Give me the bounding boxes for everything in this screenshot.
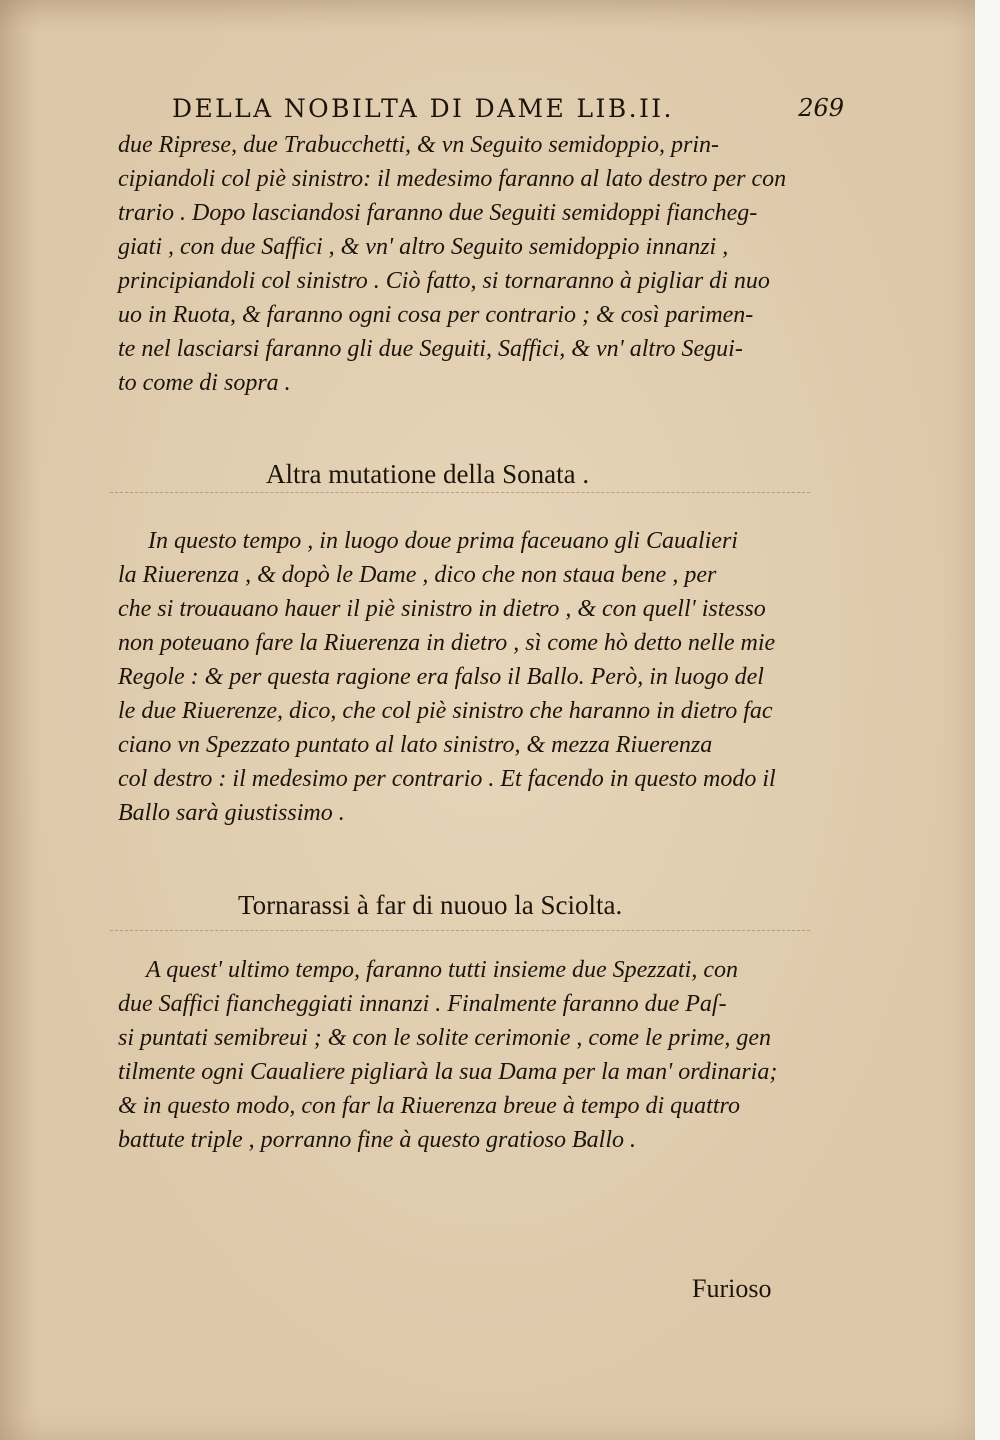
divider-rule <box>110 492 810 493</box>
text-line: due Riprese, due Trabucchetti, & vn Seguito semidoppio, prin- <box>118 132 720 158</box>
text-line: non poteuano fare la Riuerenza in dietro , sì come hò detto nelle mie <box>118 630 776 656</box>
section-heading: Tornarassi à far di nuouo la Sciolta. <box>238 890 623 920</box>
text-line: giati , con due Saffici , & vn' altro Seguito semidoppio innanzi , <box>118 234 729 260</box>
text-line: Ballo sarà giustissimo . <box>118 800 345 826</box>
text-line: to come di sopra . <box>118 370 291 396</box>
page-edge <box>975 0 1000 1440</box>
text-line: si puntati semibreui ; & con le solite cerimonie , come le prime, gen <box>118 1025 771 1051</box>
text-line: A quest' ultimo tempo, faranno tutti insieme due Spezzati, con <box>146 957 738 983</box>
text-line: ciano vn Spezzato puntato al lato sinistro, & mezza Riuerenza <box>118 732 713 758</box>
paragraph-sciolta <box>118 953 777 1157</box>
page-number: 269 <box>798 94 844 122</box>
running-title: DELLA NOBILTA DI DAME LIB.II. <box>172 94 674 123</box>
text-line: uo in Ruota, & faranno ogni cosa per contrario ; & così parimen- <box>118 302 754 328</box>
text-line: trario . Dopo lasciandosi faranno due Seguiti semidoppi fiancheg- <box>118 200 758 226</box>
text-line: tilmente ogni Caualiere pigliarà la sua Dama per la man' ordinaria; <box>118 1059 778 1085</box>
text-line: che si trouauano hauer il piè sinistro in dietro , & con quell' istesso <box>118 596 766 622</box>
catchword: Furioso <box>692 1274 772 1303</box>
text-line: & in questo modo, con far la Riuerenza breue à tempo di quattro <box>118 1093 740 1119</box>
section-heading: Altra mutatione della Sonata . <box>266 459 590 489</box>
divider-rule <box>110 930 810 931</box>
text-line: In questo tempo , in luogo doue prima faceuano gli Caualieri <box>148 528 738 554</box>
text-line: le due Riuerenze, dico, che col piè sinistro che haranno in dietro fac <box>118 698 773 724</box>
text-line: te nel lasciarsi faranno gli due Seguiti, Saffici, & vn' altro Segui- <box>118 336 743 362</box>
page-header <box>172 94 844 130</box>
text-line: col destro : il medesimo per contrario . Et facendo in questo modo il <box>118 766 776 792</box>
text-line: battute triple , porranno fine à questo gratioso Ballo . <box>118 1127 636 1153</box>
text-line: principiandoli col sinistro . Ciò fatto, si tornaranno à pigliar di nuo <box>118 268 770 294</box>
paragraph-mutation <box>118 524 776 830</box>
text-line: cipiandoli col piè sinistro: il medesimo faranno al lato destro per con <box>118 166 787 192</box>
paragraph-continuation <box>118 128 786 400</box>
text-line: la Riuerenza , & dopò le Dame , dico che non staua bene , per <box>118 562 717 588</box>
text-line: Regole : & per questa ragione era falso il Ballo. Però, in luogo del <box>118 664 764 690</box>
text-line: due Saffici fiancheggiati innanzi . Finalmente faranno due Paſ- <box>118 991 727 1017</box>
